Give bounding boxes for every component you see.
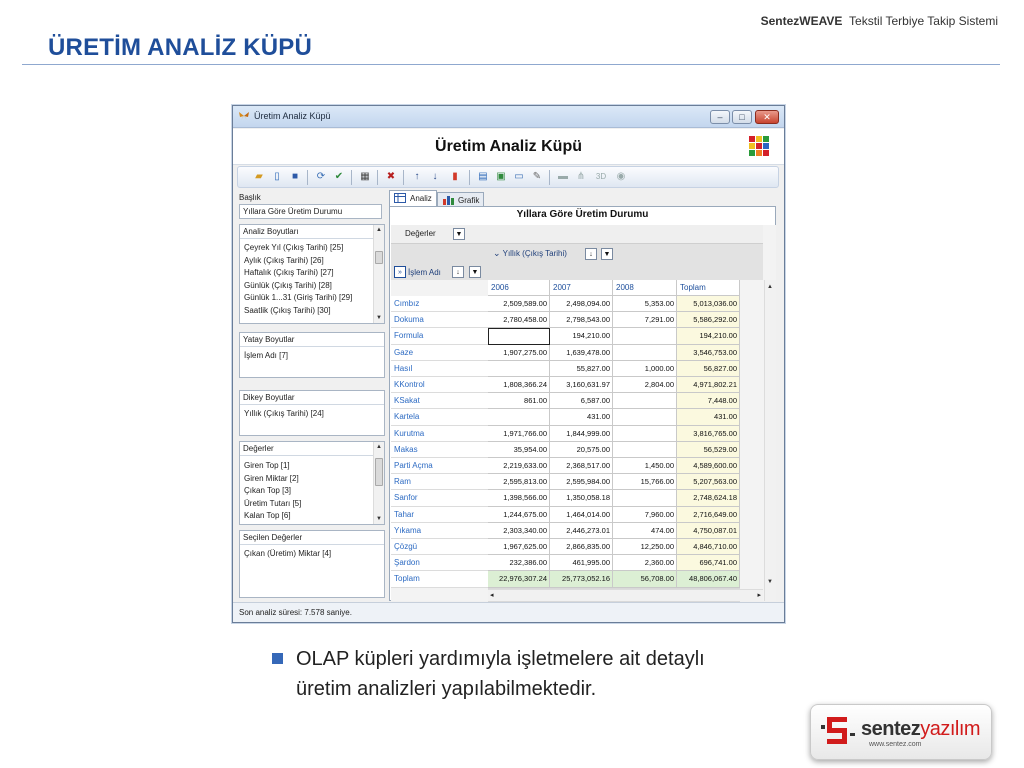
scroll-thumb[interactable] [375,251,383,264]
data-cell[interactable] [488,361,550,377]
data-cell[interactable]: 2,798,543.00 [550,312,613,328]
row-total-cell[interactable]: 2,716,649.00 [677,507,740,523]
slide-title: ÜRETİM ANALİZ KÜPÜ [48,34,313,61]
list-item[interactable]: Günlük 1...31 (Giriş Tarihi) [29] [244,293,353,302]
toolbar [237,166,779,188]
data-cell[interactable]: 7,960.00 [613,507,677,523]
grand-total-cell[interactable]: 48,806,067.40 [677,571,740,587]
data-cell[interactable]: 2,780,458.00 [488,312,550,328]
dikey-boyutlar-items [240,405,384,421]
tab-label: Grafik [458,196,480,205]
secilen-degerler-items [240,545,384,561]
export-icon[interactable]: ✔ [334,171,344,182]
secilen-degerler-head: Seçilen Değerler [240,531,384,545]
data-cell[interactable]: 35,954.00 [488,442,550,458]
bullet-point [272,644,722,704]
brand-subtitle: Tekstil Terbiye Takip Sistemi [849,14,998,28]
data-cell[interactable]: 2,446,273.01 [550,523,613,539]
data-cell[interactable] [613,393,677,409]
bullet-icon [272,653,283,664]
data-cell[interactable] [613,409,677,425]
chart-icon[interactable]: ▮ [452,171,458,182]
app-window [232,105,785,623]
list-item[interactable]: Üretim Tutarı [5] [244,498,302,508]
minimize-button[interactable]: – [710,110,730,124]
islem-dropdown[interactable]: ▼ [469,266,481,278]
scroll-right-icon[interactable]: ▸ [757,592,761,599]
data-cell[interactable]: 7,291.00 [613,312,677,328]
yatay-boyutlar-list[interactable] [239,332,385,378]
row-total-cell[interactable]: 5,207,563.00 [677,474,740,490]
row-total-cell[interactable]: 4,750,087.01 [677,523,740,539]
table-icon[interactable]: ▬ [558,171,568,182]
data-cell[interactable]: 1,971,766.00 [488,426,550,442]
row-total-cell[interactable]: 431.00 [677,409,740,425]
data-cell[interactable]: 55,827.00 [550,361,613,377]
close-button[interactable]: ✕ [755,110,779,124]
data-cell[interactable]: 2,509,589.00 [488,296,550,312]
grand-total-cell[interactable]: 22,976,307.24 [488,571,550,587]
data-cell[interactable]: 1,639,478.00 [550,345,613,361]
data-cell[interactable]: 2,219,633.00 [488,458,550,474]
yillik-field[interactable]: ⌄ Yıllık (Çıkış Tarihi) [493,248,567,258]
row-header[interactable]: Gaze [391,345,488,361]
scroll-up-icon[interactable]: ▲ [376,227,382,233]
column-header[interactable]: 2008 [613,280,677,296]
data-cell[interactable]: 5,353.00 [613,296,677,312]
list-item[interactable]: Saatlik (Çıkış Tarihi) [30] [244,305,331,315]
analiz-boyutlari-head: Analiz Boyutları [240,225,384,239]
data-cell[interactable]: 1,244,675.00 [488,507,550,523]
grid-scrollbar[interactable] [764,280,776,601]
data-cell[interactable]: 1,000.00 [613,361,677,377]
sort-asc-icon[interactable]: ↑ [414,171,420,182]
column-area [391,243,763,280]
secilen-degerler-list[interactable] [239,530,385,598]
baslik-input[interactable]: Yıllara Göre Üretim Durumu [239,204,382,219]
row-total-cell[interactable]: 5,013,036.00 [677,296,740,312]
data-cell[interactable]: 861.00 [488,393,550,409]
title-divider [22,64,1000,65]
scroll-down-icon[interactable]: ▼ [376,315,382,321]
brush-icon[interactable]: ✎ [532,171,542,182]
row-header[interactable]: KKontrol [391,377,488,393]
data-cell[interactable] [613,345,677,361]
data-cell[interactable]: 3,160,631.97 [550,377,613,393]
analiz-boyutlari-list[interactable] [239,224,385,324]
baslik-label: Başlık [239,193,261,202]
brand-name: SentezWEAVE [760,14,843,28]
list-item[interactable]: Giren Miktar [2] [244,473,299,483]
slide-brand [761,14,998,28]
row-total-cell[interactable]: 5,586,292.00 [677,312,740,328]
data-cell[interactable]: 2,368,517.00 [550,458,613,474]
row-header[interactable]: Çözgü [391,539,488,555]
yatay-boyutlar-head: Yatay Boyutlar [240,333,384,347]
data-cell[interactable] [613,328,677,344]
islem-field[interactable]: İşlem Adı [408,268,441,277]
degerler-dropdown[interactable]: ▼ [453,228,465,240]
expand-icon[interactable]: » [394,266,406,278]
yatay-boyutlar-items [240,347,384,363]
data-cell[interactable]: 461,995.00 [550,555,613,571]
data-cell[interactable]: 1,844,999.00 [550,426,613,442]
window-titlebar[interactable] [233,106,784,128]
excel-icon[interactable]: ▣ [496,171,506,182]
scroll-thumb[interactable] [375,458,383,486]
grand-total-cell[interactable]: 56,708.00 [613,571,677,587]
degerler-list[interactable] [239,441,385,525]
row-header[interactable]: Sanfor [391,490,488,506]
data-cell[interactable]: 1,464,014.00 [550,507,613,523]
sort-desc-icon[interactable]: ↓ [432,171,438,182]
pivot-grid [391,225,776,601]
list-scrollbar[interactable] [373,225,384,323]
list-item[interactable]: Aylık (Çıkış Tarihi) [26] [244,255,324,265]
list-item[interactable]: Çeyrek Yıl (Çıkış Tarihi) [25] [244,243,344,252]
row-header[interactable]: Toplam [391,571,488,587]
camera-icon[interactable]: ◉ [616,171,626,182]
list-item[interactable]: Çıkan Top [3] [244,486,291,495]
tree-icon[interactable]: ⋔ [576,171,586,182]
toolbar-separator [307,170,308,185]
toolbar-separator [403,170,404,185]
list-item[interactable]: Haftalık (Çıkış Tarihi) [27] [244,268,334,277]
data-cell[interactable]: 6,587.00 [550,393,613,409]
delete-icon[interactable]: ✖ [386,171,396,182]
toolbar-separator [469,170,470,185]
data-cell[interactable]: 12,250.00 [613,539,677,555]
page-icon[interactable]: ▤ [478,171,488,182]
row-header[interactable]: Makas [391,442,488,458]
row-header[interactable]: Formula [391,328,488,344]
data-cell[interactable]: 1,967,625.00 [488,539,550,555]
data-cell[interactable]: 15,766.00 [613,474,677,490]
degerler-field[interactable]: Değerler [405,229,436,238]
pivot-panel [389,206,776,601]
print-icon[interactable]: ▭ [514,171,524,182]
save-icon[interactable]: ■ [291,171,299,182]
row-total-cell[interactable]: 3,546,753.00 [677,345,740,361]
refresh-icon[interactable]: ⟳ [316,171,326,182]
tab-analiz[interactable] [389,190,437,206]
data-cell[interactable]: 2,866,835.00 [550,539,613,555]
yillik-dropdown[interactable]: ▼ [601,248,613,260]
status-bar: Son analiz süresi: 7.578 saniye. [233,602,784,622]
3d-icon[interactable]: 3D [595,172,607,181]
data-cell[interactable]: 2,360.00 [613,555,677,571]
row-total-cell[interactable]: 2,748,624.18 [677,490,740,506]
list-item[interactable]: Kalan Top [6] [244,511,291,520]
data-cell[interactable]: 2,595,813.00 [488,474,550,490]
data-cell[interactable]: 1,907,275.00 [488,345,550,361]
row-header[interactable]: Dokuma [391,312,488,328]
logo-name [861,718,980,741]
data-cell[interactable] [488,409,550,425]
row-header[interactable]: Cımbız [391,296,488,312]
scroll-up-icon[interactable]: ▲ [767,284,773,290]
list-item[interactable]: İşlem Adı [7] [244,351,289,360]
column-header[interactable]: 2006 [488,280,550,296]
scroll-down-icon[interactable]: ▼ [376,516,382,522]
row-total-cell[interactable]: 3,816,765.00 [677,426,740,442]
toolbar-separator [549,170,550,185]
list-scrollbar[interactable] [373,442,384,524]
row-total-cell[interactable]: 56,827.00 [677,361,740,377]
toolbar-separator [377,170,378,185]
data-area [391,225,763,243]
horizontal-scrollbar[interactable] [488,589,763,601]
row-header[interactable]: Ram [391,474,488,490]
row-total-cell[interactable]: 4,846,710.00 [677,539,740,555]
logo-name-dark: sentez [861,718,921,740]
sentez-logo-icon [821,715,855,747]
logo-name-red: yazılım [920,718,981,740]
row-total-cell[interactable]: 4,589,600.00 [677,458,740,474]
row-header[interactable]: Parti Açma [391,458,488,474]
data-cell[interactable]: 20,575.00 [550,442,613,458]
sort-icon[interactable]: ↓ [452,266,464,278]
toolbar-separator [351,170,352,185]
tab-grafik[interactable] [437,192,484,206]
logo-url: www.sentez.com [869,741,922,748]
list-item[interactable]: Günlük (Çıkış Tarihi) [28] [244,280,332,290]
bullet-text: OLAP küpleri yardımıyla işletmelere ait detaylı üretim analizleri yapılabilmektedir. [296,648,705,700]
row-total-cell[interactable]: 56,529.00 [677,442,740,458]
pivot-title: Yıllara Göre Üretim Durumu [516,209,649,220]
butterfly-icon [238,111,250,121]
grid-icon[interactable]: ▦ [360,171,370,182]
data-cell[interactable]: 194,210.00 [550,328,613,344]
row-header[interactable]: Kartela [391,409,488,425]
row-header[interactable]: Şardon [391,555,488,571]
data-cell[interactable]: 2,303,340.00 [488,523,550,539]
row-total-cell[interactable]: 194,210.00 [677,328,740,344]
list-item[interactable]: Çıkan (Üretim) Miktar [4] [244,549,332,558]
data-cell[interactable]: 474.00 [613,523,677,539]
data-cell[interactable]: 2,595,984.00 [550,474,613,490]
degerler-head: Değerler [240,442,384,456]
column-header[interactable]: 2007 [550,280,613,296]
data-cell[interactable] [613,490,677,506]
list-item[interactable]: Yıllık (Çıkış Tarihi) [24] [244,409,324,418]
rubik-cube-icon [748,135,770,157]
sort-icon[interactable]: ↓ [585,248,597,260]
row-header[interactable]: Yıkama [391,523,488,539]
data-cell[interactable]: 2,804.00 [613,377,677,393]
open-folder-icon[interactable]: ▰ [255,171,263,182]
bar-chart-icon [442,195,454,205]
row-header[interactable]: Kurutma [391,426,488,442]
scroll-left-icon[interactable]: ◂ [490,592,494,599]
column-header[interactable]: Toplam [677,280,740,296]
row-total-cell[interactable]: 696,741.00 [677,555,740,571]
grand-total-cell[interactable]: 25,773,052.16 [550,571,613,587]
degerler-items [240,456,374,524]
data-cell[interactable]: 1,450.00 [613,458,677,474]
scroll-down-icon[interactable]: ▼ [767,579,773,585]
maximize-button[interactable]: □ [732,110,752,124]
company-logo [810,704,992,760]
data-cell[interactable]: 1,398,566.00 [488,490,550,506]
data-cell[interactable]: 232,386.00 [488,555,550,571]
data-cell[interactable]: 1,350,058.18 [550,490,613,506]
form-title: Üretim Analiz Küpü [435,138,582,155]
analiz-boyutlari-items [240,239,374,321]
data-cell[interactable] [488,328,550,344]
data-cell[interactable]: 1,808,366.24 [488,377,550,393]
data-cell[interactable]: 431.00 [550,409,613,425]
data-cell[interactable] [613,426,677,442]
row-total-cell[interactable]: 7,448.00 [677,393,740,409]
grid-icon [394,193,406,203]
form-header [233,129,784,165]
new-file-icon[interactable]: ▯ [274,171,280,182]
data-cell[interactable] [613,442,677,458]
scroll-up-icon[interactable]: ▲ [376,444,382,450]
list-item[interactable]: Giren Top [1] [244,461,290,470]
row-header[interactable]: Tahar [391,507,488,523]
window-title: Üretim Analiz Küpü [254,111,331,121]
row-header[interactable]: Hasıl [391,361,488,377]
tab-label: Analiz [410,194,432,203]
dikey-boyutlar-list[interactable] [239,390,385,436]
row-total-cell[interactable]: 4,971,802.21 [677,377,740,393]
dikey-boyutlar-head: Dikey Boyutlar [240,391,384,405]
yillik-field-label: Yıllık (Çıkış Tarihi) [502,249,567,258]
data-cell[interactable]: 2,498,094.00 [550,296,613,312]
row-header[interactable]: KSakat [391,393,488,409]
